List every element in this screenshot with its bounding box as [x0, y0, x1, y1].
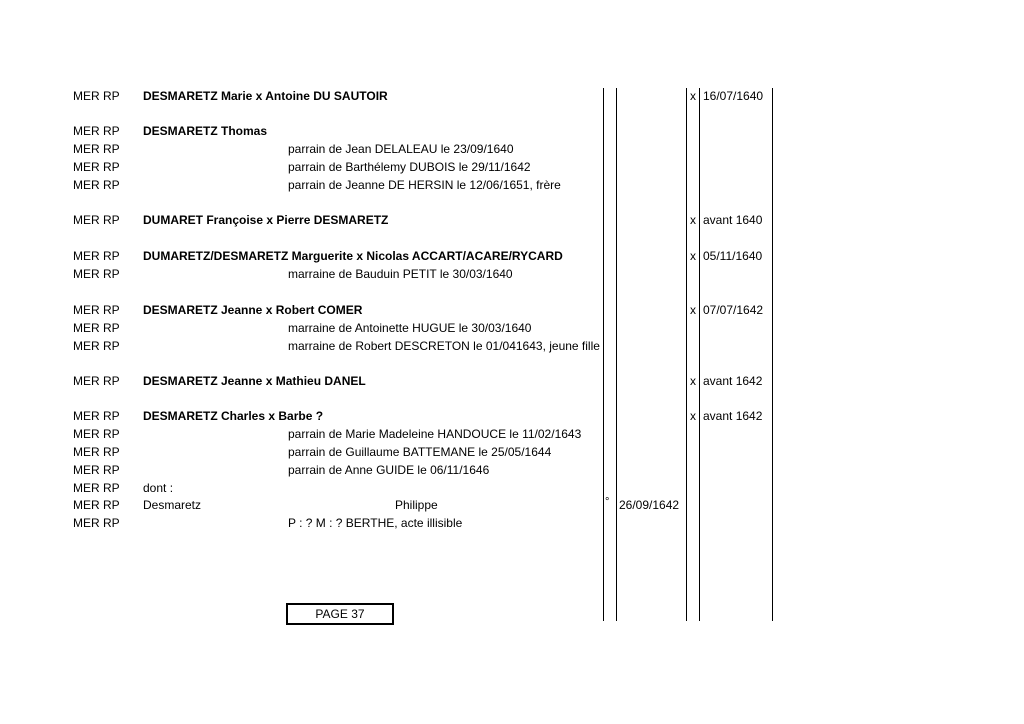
- record-row: [0, 516, 1024, 534]
- marriage-symbol: x: [690, 303, 696, 317]
- record-detail: parrain de Jeanne DE HERSIN le 12/06/1651, frère: [288, 178, 561, 192]
- source-code: MER: [73, 142, 100, 156]
- record-detail: P : ? M : ? BERTHE, acte illisible: [288, 516, 463, 530]
- source-code: MER: [73, 374, 100, 388]
- record-detail: parrain de Barthélemy DUBOIS le 29/11/1642: [288, 160, 531, 174]
- source-code: MER: [73, 213, 100, 227]
- marriage-symbol: x: [690, 374, 696, 388]
- source-code: MER: [73, 498, 100, 512]
- person-text: Desmaretz: [143, 498, 202, 512]
- record-row: [0, 267, 1024, 285]
- person-name: DESMARETZ Thomas: [143, 124, 268, 138]
- birth-date: 26/09/1642: [619, 498, 680, 512]
- source-code: MER: [73, 463, 100, 477]
- record-row: [0, 321, 1024, 339]
- record-detail: marraine de Bauduin PETIT le 30/03/1640: [288, 267, 513, 281]
- source-subcode: RP: [103, 89, 120, 103]
- source-subcode: RP: [103, 213, 120, 227]
- person-name: DESMARETZ Jeanne x Mathieu DANEL: [143, 374, 366, 388]
- source-code: MER: [73, 178, 100, 192]
- marriage-symbol: x: [690, 213, 696, 227]
- record-row: [0, 303, 1024, 321]
- marriage-symbol: x: [690, 409, 696, 423]
- person-name: DUMARET Françoise x Pierre DESMARETZ: [143, 213, 389, 227]
- record-detail: parrain de Marie Madeleine HANDOUCE le 11/02/1643: [288, 427, 582, 441]
- person-name: DESMARETZ Charles x Barbe ?: [143, 409, 324, 423]
- source-code: MER: [73, 89, 100, 103]
- source-code: MER: [73, 409, 100, 423]
- source-code: MER: [73, 249, 100, 263]
- source-code: MER: [73, 124, 100, 138]
- source-code: MER: [73, 445, 100, 459]
- source-subcode: RP: [103, 516, 120, 530]
- birth-symbol: °: [605, 496, 610, 508]
- page-number: PAGE 37: [315, 607, 365, 621]
- record-detail: parrain de Jean DELALEAU le 23/09/1640: [288, 142, 514, 156]
- source-subcode: RP: [103, 445, 120, 459]
- marriage-date: 05/11/1640: [703, 249, 763, 263]
- record-row: [0, 178, 1024, 196]
- page-number-box: [286, 603, 394, 625]
- source-subcode: RP: [103, 374, 120, 388]
- source-subcode: RP: [103, 249, 120, 263]
- source-code: MER: [73, 339, 100, 353]
- record-detail: marraine de Robert DESCRETON le 01/041643, jeune fille: [288, 339, 600, 353]
- source-subcode: RP: [103, 481, 120, 495]
- source-subcode: RP: [103, 498, 120, 512]
- record-row: [0, 249, 1024, 267]
- record-row: [0, 89, 1024, 107]
- marriage-date: avant 1642: [703, 409, 763, 423]
- marriage-symbol: x: [690, 89, 696, 103]
- source-code: MER: [73, 481, 100, 495]
- record-row: [0, 481, 1024, 499]
- source-code: MER: [73, 321, 100, 335]
- record-row: [0, 160, 1024, 178]
- person-text: dont :: [143, 481, 174, 495]
- marriage-date: 16/07/1640: [703, 89, 764, 103]
- record-row: [0, 374, 1024, 392]
- source-subcode: RP: [103, 160, 120, 174]
- marriage-symbol: x: [690, 249, 696, 263]
- source-subcode: RP: [103, 463, 120, 477]
- person-name: DESMARETZ Jeanne x Robert COMER: [143, 303, 363, 317]
- person-name: DESMARETZ Marie x Antoine DU SAUTOIR: [143, 89, 388, 103]
- source-subcode: RP: [103, 409, 120, 423]
- source-subcode: RP: [103, 427, 120, 441]
- source-subcode: RP: [103, 267, 120, 281]
- source-code: MER: [73, 427, 100, 441]
- source-subcode: RP: [103, 178, 120, 192]
- marriage-date: avant 1642: [703, 374, 763, 388]
- record-detail: parrain de Guillaume BATTEMANE le 25/05/1644: [288, 445, 552, 459]
- record-detail: parrain de Anne GUIDE le 06/11/1646: [288, 463, 490, 477]
- source-code: MER: [73, 516, 100, 530]
- record-row: [0, 498, 1024, 516]
- person-name: DUMARETZ/DESMARETZ Marguerite x Nicolas ACCART/ACARE/RYCARD: [143, 249, 563, 263]
- source-code: MER: [73, 267, 100, 281]
- source-code: MER: [73, 160, 100, 174]
- source-subcode: RP: [103, 339, 120, 353]
- given-name: Philippe: [395, 498, 438, 512]
- record-row: [0, 409, 1024, 427]
- record-row: [0, 427, 1024, 445]
- record-row: [0, 463, 1024, 481]
- record-row: [0, 213, 1024, 231]
- source-subcode: RP: [103, 303, 120, 317]
- source-subcode: RP: [103, 321, 120, 335]
- record-row: [0, 445, 1024, 463]
- source-subcode: RP: [103, 124, 120, 138]
- record-row: [0, 339, 1024, 357]
- marriage-date: avant 1640: [703, 213, 763, 227]
- source-code: MER: [73, 303, 100, 317]
- record-detail: marraine de Antoinette HUGUE le 30/03/1640: [288, 321, 532, 335]
- marriage-date: 07/07/1642: [703, 303, 764, 317]
- record-row: [0, 124, 1024, 142]
- source-subcode: RP: [103, 142, 120, 156]
- record-row: [0, 142, 1024, 160]
